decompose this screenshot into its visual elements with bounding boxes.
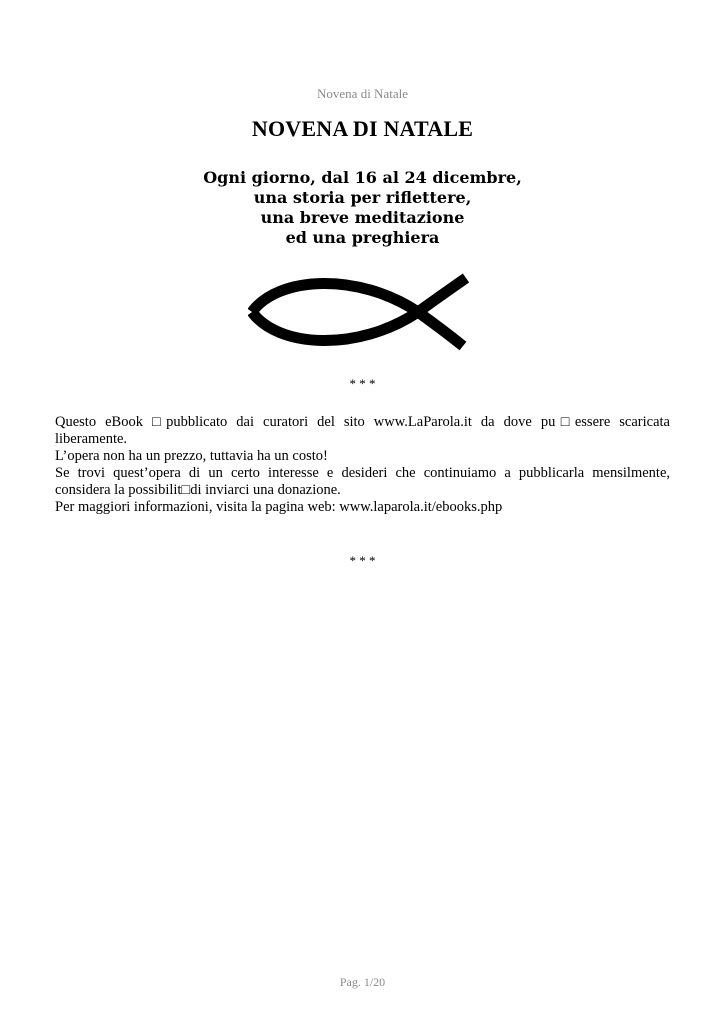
subtitle-line: Ogni giorno, dal 16 al 24 dicembre, xyxy=(203,168,522,187)
document-title: NOVENA DI NATALE xyxy=(251,116,474,141)
subtitle-line: una breve meditazione xyxy=(260,208,465,227)
ichthys-fish-icon xyxy=(248,272,474,352)
section-separator: * * * xyxy=(349,553,376,568)
notice-paragraph: Per maggiori informazioni, visita la pagina web: www.laparola.it/ebooks.php xyxy=(55,499,503,515)
running-header: Novena di Natale xyxy=(317,86,408,101)
notice-paragraph: Se trovi quest’opera di un certo interesse e desideri che continuiamo a pubblicarla mensilmente, considera la possibilit□di inviarci una donazione. xyxy=(55,465,670,498)
subtitle xyxy=(0,168,725,248)
page-number: Pag. 1/20 xyxy=(339,975,386,989)
notice-paragraph: L’opera non ha un prezzo, tuttavia ha un costo! xyxy=(55,448,328,464)
ebook-notice xyxy=(55,414,670,516)
section-separator: * * * xyxy=(349,376,376,391)
notice-paragraph: Questo eBook □pubblicato dai curatori del sito www.LaParola.it da dove pu□essere scaricata liberamente. xyxy=(55,414,670,447)
subtitle-line: una storia per riflettere, xyxy=(253,188,472,207)
subtitle-line: ed una preghiera xyxy=(285,228,440,247)
